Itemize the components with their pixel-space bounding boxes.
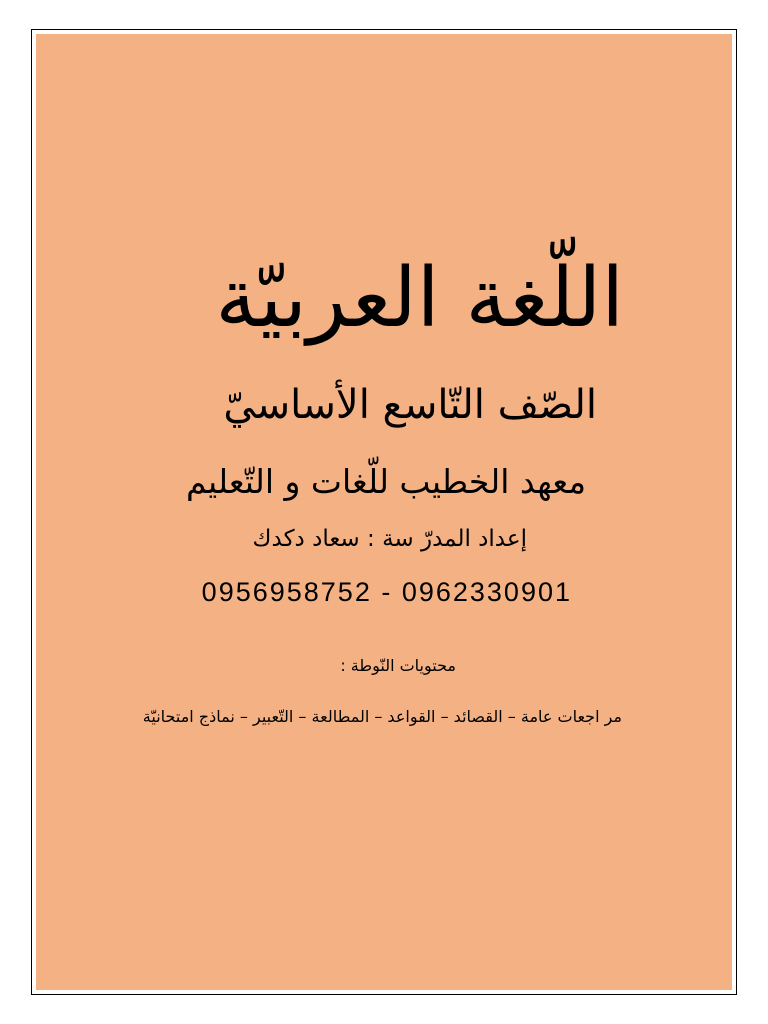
- contents-list: مر اجعات عامة – القصائد – القواعد – المطالعة – التّعبير – نماذج امتحانيّة: [142, 707, 622, 726]
- cover-title: اللّغة العربيّة: [215, 251, 624, 346]
- contents-heading: محتويات النّوطة :: [340, 656, 456, 675]
- cover-panel: [36, 34, 732, 990]
- institute-name: معهد الخطيب للّغات و التّعليم: [186, 462, 586, 501]
- teacher-credit: إعداد المدرّ سة : سعاد دكدك: [252, 526, 527, 552]
- phone-numbers: 0956958752 - 0962330901: [201, 577, 572, 607]
- cover-subtitle: الصّف التّاسع الأساسيّ: [223, 382, 597, 428]
